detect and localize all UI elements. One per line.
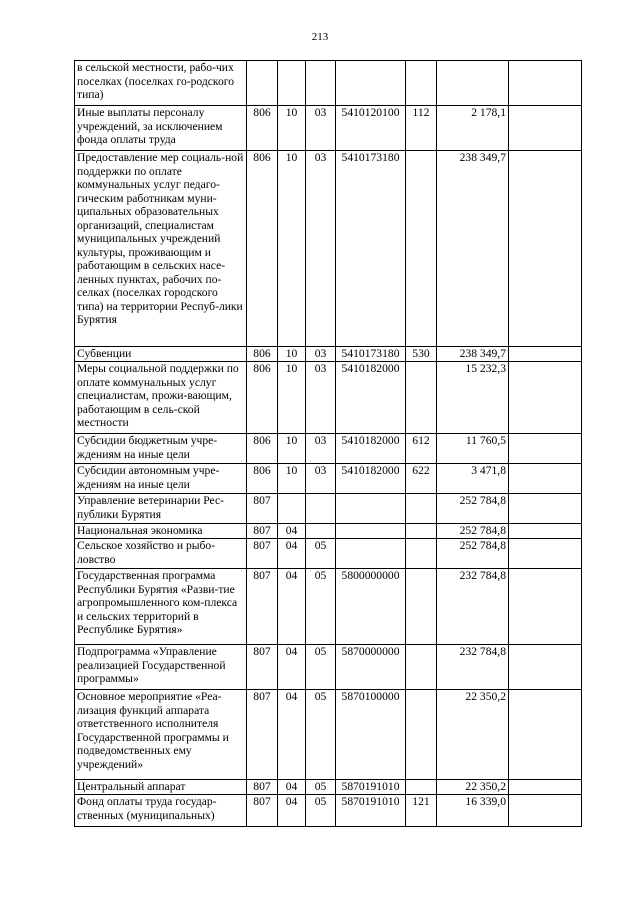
table-row [75, 434, 582, 464]
amount-cell: 252 784,8 [437, 539, 509, 569]
ved-code-cell: 806 [247, 434, 278, 464]
section-code-cell: 04 [278, 690, 306, 780]
section-code-cell: 04 [278, 569, 306, 645]
target-article-cell: 5410173180 [336, 347, 406, 362]
target-article-cell: 5870191010 [336, 795, 406, 827]
section-code-cell: 10 [278, 347, 306, 362]
subsection-code-cell [306, 494, 336, 524]
expense-type-cell [406, 151, 437, 347]
expense-type-cell [406, 645, 437, 690]
amount-cell: 22 350,2 [437, 780, 509, 795]
amount-cell: 252 784,8 [437, 494, 509, 524]
row-name-cell: Субсидии автономным учре-ждениям на иные цели [75, 464, 247, 494]
row-name-cell: Управление ветеринарии Рес-публики Бурятия [75, 494, 247, 524]
row-name-cell: Меры социальной поддержки по оплате коммунальных услуг специалистам, прожи-вающим, работающим в сель-ской местности [75, 362, 247, 434]
amount-cell: 15 232,3 [437, 362, 509, 434]
ved-code-cell: 806 [247, 151, 278, 347]
section-code-cell: 10 [278, 151, 306, 347]
page-number: 213 [311, 31, 329, 43]
expense-type-cell [406, 690, 437, 780]
expense-type-cell: 612 [406, 434, 437, 464]
subsection-code-cell: 03 [306, 347, 336, 362]
row-name-cell: Национальная экономика [75, 524, 247, 539]
row-name-cell: Фонд оплаты труда государ-ственных (муниципальных) [75, 795, 247, 827]
section-code-cell: 10 [278, 434, 306, 464]
amount-cell: 232 784,8 [437, 569, 509, 645]
amount-cell: 11 760,5 [437, 434, 509, 464]
expense-type-cell: 622 [406, 464, 437, 494]
target-article-cell [336, 539, 406, 569]
ved-code-cell: 807 [247, 780, 278, 795]
ved-code-cell: 806 [247, 464, 278, 494]
amount-cell: 252 784,8 [437, 524, 509, 539]
row-name-cell: Субвенции [75, 347, 247, 362]
table-row [75, 690, 582, 780]
ved-code-cell: 806 [247, 362, 278, 434]
row-name-cell: Центральный аппарат [75, 780, 247, 795]
section-code-cell [278, 61, 306, 106]
target-article-cell: 5410182000 [336, 362, 406, 434]
target-article-cell: 5800000000 [336, 569, 406, 645]
subsection-code-cell: 03 [306, 362, 336, 434]
extra-cell [509, 464, 582, 494]
section-code-cell: 04 [278, 524, 306, 539]
extra-cell [509, 569, 582, 645]
table-row [75, 362, 582, 434]
expense-type-cell [406, 569, 437, 645]
table-row [75, 524, 582, 539]
extra-cell [509, 494, 582, 524]
expense-type-cell [406, 61, 437, 106]
extra-cell [509, 434, 582, 464]
row-name-cell: Государственная программа Республики Бурятия «Разви-тие агропромышленного ком-плекса и сельских территорий в Республике Бурятия» [75, 569, 247, 645]
section-code-cell: 04 [278, 780, 306, 795]
subsection-code-cell: 05 [306, 690, 336, 780]
extra-cell [509, 347, 582, 362]
table-row [75, 61, 582, 106]
subsection-code-cell: 03 [306, 434, 336, 464]
expense-type-cell: 112 [406, 106, 437, 151]
row-name-cell: Подпрограмма «Управление реализацией Государственной программы» [75, 645, 247, 690]
amount-cell [437, 61, 509, 106]
expense-type-cell: 530 [406, 347, 437, 362]
ved-code-cell: 807 [247, 645, 278, 690]
table-row [75, 106, 582, 151]
section-code-cell: 10 [278, 106, 306, 151]
ved-code-cell: 806 [247, 347, 278, 362]
section-code-cell: 04 [278, 645, 306, 690]
subsection-code-cell: 03 [306, 464, 336, 494]
table-row [75, 539, 582, 569]
row-name-cell: Предоставление мер социаль-ной поддержки по оплате коммунальных услуг педаго-гическим работникам муни-ципальных образовательных организаций, специалистам муниципальных учреждений культуры, проживающим и работающим в сельских насе-ленных пунктах, рабочих по-селках (поселках городского типа) на территории Респуб-лики Бурятия [75, 151, 247, 347]
table-row [75, 494, 582, 524]
table-row [75, 464, 582, 494]
extra-cell [509, 61, 582, 106]
extra-cell [509, 539, 582, 569]
expense-type-cell [406, 524, 437, 539]
extra-cell [509, 690, 582, 780]
target-article-cell: 5410182000 [336, 434, 406, 464]
ved-code-cell [247, 61, 278, 106]
row-name-cell: Субсидии бюджетным учре-ждениям на иные цели [75, 434, 247, 464]
subsection-code-cell [306, 61, 336, 106]
budget-table [74, 60, 582, 827]
extra-cell [509, 645, 582, 690]
extra-cell [509, 151, 582, 347]
expense-type-cell [406, 362, 437, 434]
target-article-cell: 5870100000 [336, 690, 406, 780]
amount-cell: 22 350,2 [437, 690, 509, 780]
table-body [75, 61, 582, 827]
table-row [75, 780, 582, 795]
target-article-cell: 5870191010 [336, 780, 406, 795]
subsection-code-cell: 05 [306, 569, 336, 645]
table-row [75, 569, 582, 645]
row-name-cell: Сельское хозяйство и рыбо-ловство [75, 539, 247, 569]
subsection-code-cell: 03 [306, 151, 336, 347]
amount-cell: 2 178,1 [437, 106, 509, 151]
ved-code-cell: 807 [247, 690, 278, 780]
subsection-code-cell: 05 [306, 645, 336, 690]
amount-cell: 238 349,7 [437, 347, 509, 362]
ved-code-cell: 807 [247, 795, 278, 827]
target-article-cell [336, 494, 406, 524]
table-row [75, 645, 582, 690]
expense-type-cell [406, 780, 437, 795]
extra-cell [509, 780, 582, 795]
row-name-cell: в сельской местности, рабо-чих поселках (поселках го-родского типа) [75, 61, 247, 106]
table-row [75, 795, 582, 827]
section-code-cell: 04 [278, 539, 306, 569]
amount-cell: 238 349,7 [437, 151, 509, 347]
target-article-cell [336, 61, 406, 106]
target-article-cell: 5410120100 [336, 106, 406, 151]
target-article-cell [336, 524, 406, 539]
subsection-code-cell: 05 [306, 780, 336, 795]
table-row [75, 151, 582, 347]
subsection-code-cell [306, 524, 336, 539]
row-name-cell: Иные выплаты персоналу учреждений, за исключением фонда оплаты труда [75, 106, 247, 151]
subsection-code-cell: 05 [306, 539, 336, 569]
section-code-cell: 10 [278, 362, 306, 434]
extra-cell [509, 795, 582, 827]
extra-cell [509, 106, 582, 151]
amount-cell: 232 784,8 [437, 645, 509, 690]
amount-cell: 3 471,8 [437, 464, 509, 494]
subsection-code-cell: 03 [306, 106, 336, 151]
subsection-code-cell: 05 [306, 795, 336, 827]
ved-code-cell: 807 [247, 569, 278, 645]
row-name-cell: Основное мероприятие «Реа-лизация функций аппарата ответственного исполнителя Государственной программы и подведомственных ему учреждений» [75, 690, 247, 780]
amount-cell: 16 339,0 [437, 795, 509, 827]
ved-code-cell: 807 [247, 494, 278, 524]
expense-type-cell [406, 539, 437, 569]
expense-type-cell [406, 494, 437, 524]
target-article-cell: 5410173180 [336, 151, 406, 347]
table-row [75, 347, 582, 362]
ved-code-cell: 807 [247, 539, 278, 569]
target-article-cell: 5870000000 [336, 645, 406, 690]
section-code-cell: 04 [278, 795, 306, 827]
section-code-cell [278, 494, 306, 524]
target-article-cell: 5410182000 [336, 464, 406, 494]
ved-code-cell: 806 [247, 106, 278, 151]
expense-type-cell: 121 [406, 795, 437, 827]
section-code-cell: 10 [278, 464, 306, 494]
ved-code-cell: 807 [247, 524, 278, 539]
extra-cell [509, 362, 582, 434]
extra-cell [509, 524, 582, 539]
